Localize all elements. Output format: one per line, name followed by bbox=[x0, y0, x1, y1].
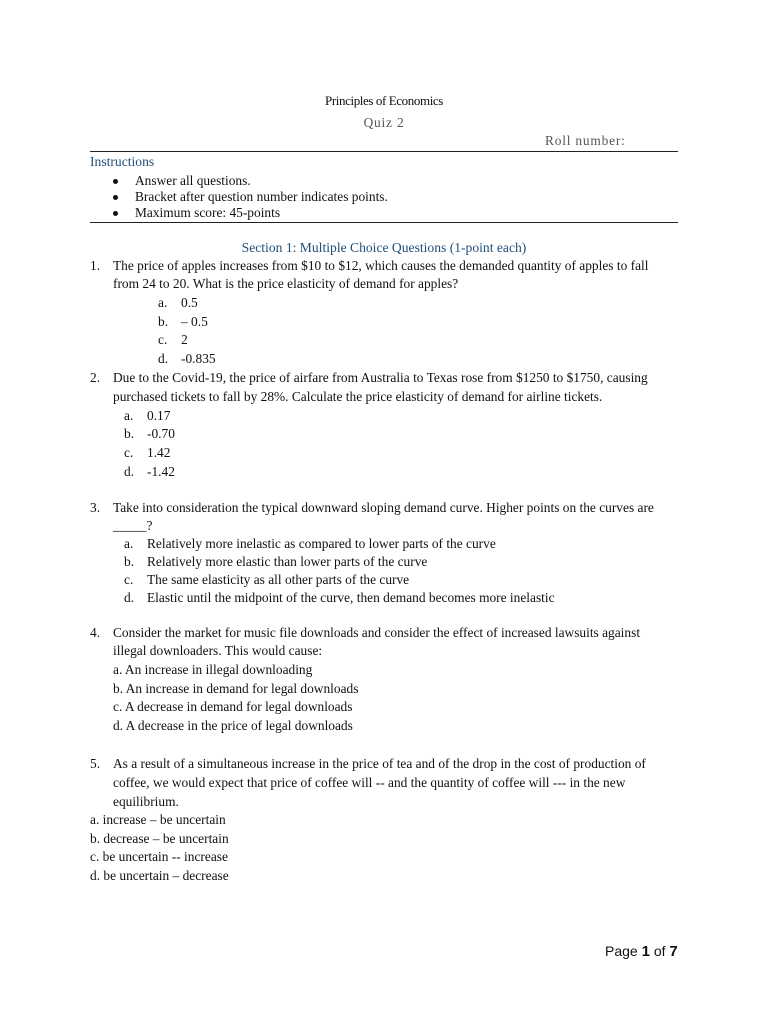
document-title: Principles of Economics bbox=[325, 93, 443, 108]
option-text: Relatively more inelastic as compared to lower parts of the curve bbox=[147, 536, 496, 551]
question-text-line: The price of apples increases from $10 to $12, which causes the demanded quantity of apples to fall bbox=[113, 258, 649, 273]
question-text-line: _____? bbox=[113, 518, 153, 533]
option-text: -1.42 bbox=[147, 464, 175, 479]
option-text: 2 bbox=[181, 332, 188, 347]
option-label: b. bbox=[124, 426, 135, 441]
question-text-line: Take into consideration the typical downward sloping demand curve. Higher points on the curves are bbox=[113, 500, 654, 515]
question-text-line: equilibrium. bbox=[113, 794, 179, 809]
question-text-line: illegal downloaders. This would cause: bbox=[113, 643, 323, 658]
instruction-item: Answer all questions. bbox=[135, 173, 251, 188]
option-text: d. A decrease in the price of legal downloads bbox=[113, 718, 353, 733]
section-heading: Section 1: Multiple Choice Questions (1-point each) bbox=[241, 240, 527, 255]
option-text: c. be uncertain -- increase bbox=[90, 849, 228, 864]
question-text-line: purchased tickets to fall by 28%. Calculate the price elasticity of demand for airline tickets. bbox=[113, 389, 603, 404]
option-text: Relatively more elastic than lower parts of the curve bbox=[147, 554, 428, 569]
option-text: 0.5 bbox=[181, 295, 198, 310]
option-label: b. bbox=[158, 314, 169, 329]
question-number: 5. bbox=[90, 756, 101, 771]
option-label: c. bbox=[158, 332, 168, 347]
option-text: 1.42 bbox=[147, 445, 171, 460]
instruction-item: Bracket after question number indicates points. bbox=[135, 189, 388, 204]
header-divider bbox=[90, 151, 678, 152]
option-label: a. bbox=[124, 408, 134, 423]
question-text-line: Consider the market for music file downloads and consider the effect of increased lawsuits against bbox=[113, 625, 641, 640]
option-label: d. bbox=[158, 351, 169, 366]
current-page-number: 1 bbox=[641, 943, 650, 960]
of-word: of bbox=[653, 943, 666, 959]
bullet-icon bbox=[113, 195, 118, 200]
question-text-line: As a result of a simultaneous increase in the price of tea and of the drop in the cost of production of bbox=[113, 756, 646, 771]
option-text: -0.70 bbox=[147, 426, 175, 441]
option-text: a. increase – be uncertain bbox=[90, 812, 226, 827]
page-word: Page bbox=[605, 943, 638, 959]
question-number: 1. bbox=[90, 258, 101, 273]
instructions-heading: Instructions bbox=[90, 154, 155, 169]
option-text: The same elasticity as all other parts of the curve bbox=[147, 572, 410, 587]
document-subtitle: Quiz 2 bbox=[363, 115, 405, 130]
option-text: c. A decrease in demand for legal downloads bbox=[113, 699, 353, 714]
option-text: a. An increase in illegal downloading bbox=[113, 662, 313, 677]
question-text-line: coffee, we would expect that price of coffee will -- and the quantity of coffee will --- in the new bbox=[113, 775, 626, 790]
option-label: c. bbox=[124, 572, 134, 587]
total-pages-number: 7 bbox=[669, 943, 678, 960]
page-counter bbox=[605, 943, 678, 960]
question-number: 4. bbox=[90, 625, 101, 640]
option-text: d. be uncertain – decrease bbox=[90, 868, 229, 883]
option-label: a. bbox=[158, 295, 168, 310]
option-text: b. An increase in demand for legal downloads bbox=[113, 681, 359, 696]
instructions-divider bbox=[90, 222, 678, 223]
option-text: b. decrease – be uncertain bbox=[90, 831, 229, 846]
instruction-item: Maximum score: 45-points bbox=[135, 205, 281, 220]
roll-number-label: Roll number: bbox=[545, 133, 626, 148]
bullet-icon bbox=[113, 211, 118, 216]
option-label: c. bbox=[124, 445, 134, 460]
option-text: – 0.5 bbox=[181, 314, 208, 329]
option-text: -0.835 bbox=[181, 351, 216, 366]
option-text: 0.17 bbox=[147, 408, 171, 423]
option-label: d. bbox=[124, 590, 135, 605]
option-text: Elastic until the midpoint of the curve, then demand becomes more inelastic bbox=[147, 590, 555, 605]
option-label: d. bbox=[124, 464, 135, 479]
bullet-icon bbox=[113, 179, 118, 184]
question-text-line: from 24 to 20. What is the price elasticity of demand for apples? bbox=[113, 276, 459, 291]
question-text-line: Due to the Covid-19, the price of airfare from Australia to Texas rose from $1250 to $1750, causing bbox=[113, 370, 648, 385]
question-number: 3. bbox=[90, 500, 101, 515]
option-label: a. bbox=[124, 536, 134, 551]
option-label: b. bbox=[124, 554, 135, 569]
question-number: 2. bbox=[90, 370, 101, 385]
